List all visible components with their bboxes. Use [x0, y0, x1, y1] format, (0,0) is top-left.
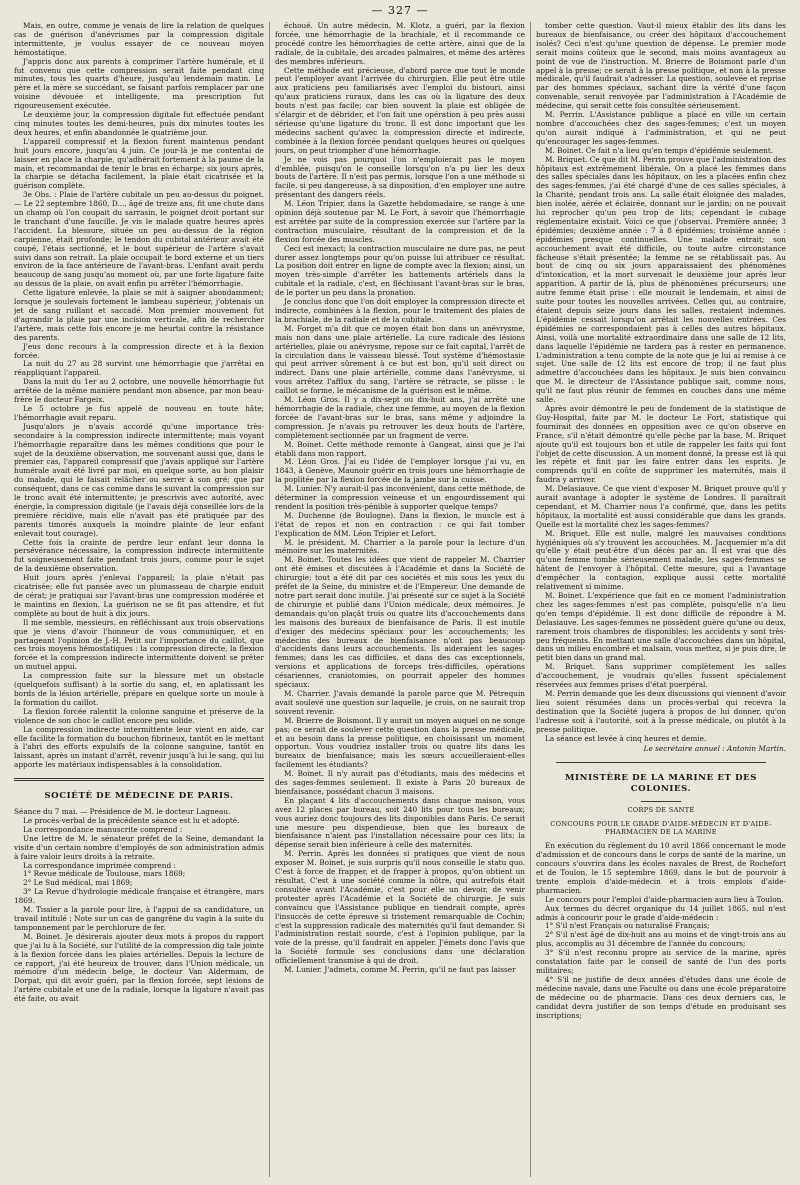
column-right	[536, 22, 786, 1177]
paragraph: La correspondance manuscrite comprend :	[23, 824, 183, 834]
paragraph: M. Lunier. J'admets, comme M. Perrin, qu'il ne faut pas laisser	[284, 965, 516, 975]
paragraph: M. Boinet. Cette méthode remonte à Gangeat, ainsi que je l'ai établi dans mon rapport.	[275, 439, 525, 458]
paragraph: La compression indirecte intermittente leur vient en aide, car elle facilite la formation du bouchon fibrineux, tantôt en le mettant à l'abri des efforts expulsifs de la colonne sanguine, tantôt en laissant, après un instant d'arrêt, revenir jusqu'à lui le sang, qui lui apporte les matériaux indispensables à la consolidation.	[14, 724, 264, 770]
paragraph: M. Charrier. J'avais demandé la parole parce que M. Pétrequin avait soulevé une question sur laquelle, je crois, on ne saurait trop souvent revenir.	[275, 688, 525, 716]
ministry-section-title: MINISTÈRE DE LA MARINE ET DES COLONIES.	[564, 773, 758, 795]
paragraph: Le concours pour l'emploi d'aide-pharmacien aura lieu à Toulon.	[545, 894, 784, 904]
session-line: Séance du 7 mai. — Présidence de M. le docteur Lagneau.	[14, 807, 231, 817]
paragraph: 4° S'il ne justifie de deux années d'études dans une école de médecine navale, dans une Faculté ou dans une école préparatoire de médecine ou de pharmacie. Dans ces deux derniers cas, le candidat devra justifier de son temps d'étude en produisant ses inscriptions;	[536, 974, 786, 1020]
paragraph: L'appareil compressif et la flexion furent maintenus pendant huit jours encore, jusqu'au 4 juin. Ce jour-là je me contentai de laisser en place la charpie, qu'adhérait fortement à la paume de la main, et recommandai de tenir le bras en écharpe; six jours après, la charpie se détacha facilement, la plaie était cicatrisée et la guérison complète.	[14, 136, 264, 191]
paragraph: Huit jours après j'enlevai l'appareil; la plaie n'était pas cicatrisée; elle fut pansée avec un plumasseau de charpie enduit de cérat; je pratiquai sur l'avant-bras une compression modérée et le maintins en flexion. La guérison ne se fit pas attendre, et fut complète au bout de huit à dix jours.	[14, 573, 264, 618]
society-section-title: SOCIÉTÉ DE MÉDECINE DE PARIS.	[44, 791, 234, 802]
concours-heading: CONCOURS POUR LE GRADE D'AIDE-MÉDECIN ET D'AIDE-PHARMACIEN DE LA MARINE	[550, 820, 772, 837]
paragraph: échoué. Un autre médecin, M. Klotz, a guéri, par la flexion forcée, une hémorrhagie de la brachiale, et il recommande ce procédé contre les hémorrhagies de cette artère, ainsi que de la radiale, de la cubitale, des arcades palmaires, et même des artères des membres inférieurs.	[275, 22, 525, 66]
paragraph: Cette fois la crainte de perdre leur enfant leur donna la persévérance nécessaire, la compression indirecte intermittente fut soigneusement faite pendant trois jours, comme pour le sujet de la deuxième observation.	[14, 537, 264, 574]
paragraph: Le 5 octobre je fus appelé de nouveau en toute hâte; l'hémorrhagie avait reparu.	[14, 403, 264, 422]
paragraph: M. Perrin. L'Assistance publique a placé en ville un certain nombre d'accouchées chez des sages-femmes; c'est un moyen qu'on aurait indiqué à l'administration, et qui ne peut qu'encourager les sages-femmes.	[536, 110, 786, 146]
text-columns	[14, 22, 786, 1177]
paragraph: M. Léon Gros. J'ai eu l'idée de l'employer lorsque j'ai vu, en 1843, à Genève, Maunoir guérir en trois jours une hémorrhagie de la poplitée par la flexion forcée de la jambe sur la cuisse.	[275, 457, 525, 485]
paragraph: La correspondance imprimée comprend :	[23, 860, 176, 870]
paragraph: 1° S'il n'est Français ou naturalisé Français;	[545, 921, 710, 931]
paragraph: M. Boinet. Il n'y aurait pas d'étudiants, mais des médecins et des sages-femmes seulement. Il existe à Paris 20 bureaux de bienfaisance, possédant chacun 3 maisons.	[275, 769, 525, 796]
paragraph: Mais, en outre, comme je venais de lire la relation de quelques cas de guérison d'anévrismes par la compression digitale intermittente, je voulus essayer de ce nouveau moyen hémostatique.	[14, 22, 264, 57]
column-middle	[275, 22, 525, 1177]
paragraph: M. Perrin. Après les données si pratiques que vient de nous exposer M. Boinet, je suis surpris qu'il nous conseille le statu quo. C'est à force de frapper, et de frapper à propos, qu'on obtient un résultat. C'est à une société comme la nôtre, qui autrefois était consultée avant l'Académie, c'est pour elle un devoir, de venir protester après l'Académie et la Société de chirurgie. Je suis convaincu que l'Assistance publique en tiendrait compte, après l'insuccès de cette épreuve si tristement remarquable de Cochin; c'est la suppression radicale des maternités qu'il faut demander. Si l'administration restait sourde, c'est à l'opinion publique, par la voie de la presse, qu'il faudrait en appeler. J'émets donc l'avis que la Société formule ses conclusions dans une déclaration officiellement transmise à qui de droit.	[275, 849, 525, 966]
paragraph: La séance est levée à cinq heures et demie.	[545, 733, 707, 743]
paragraph: 3e Obs. : Plaie de l'artère cubitale un peu au-dessus du poignet. — Le 22 septembre 1860, D..., âgé de treize ans, fit une chute dans un champ où l'on coupait du sarrasin, le poignet droit portant sur le tranchant d'une faucille. Je vis le malade quatre heures après l'accident. La blessure, située un peu au-dessus de la région carpienne, était profonde; le tendon du cubital antérieur avait été coupé, l'étais sectionné, et le bout supérieur de l'artère s'avait suivi dans son retrait. La plaie occupait le bord externe et un tiers environ de la face antérieure de l'avant-bras. L'enfant avait perdu beaucoup de sang jusqu'au moment où, par une forte ligature faite au dessus de la plaie, on avait enfin pu arrêter l'hémorrhagie.	[14, 190, 264, 289]
paragraph: Cette méthode est précieuse, d'abord parce que tout le monde peut l'employer avant l'arrivée du chirurgien. Elle peut être utile aux praticiens peu familiarisés avec l'emploi du bistouri, ainsi qu'aux praticiens ruraux, dans les cas où la ligature des deux bouts n'est pas facile; car bien souvent la plaie est obligée de s'élargir et de débrider, et l'on fait une opération à peu près aussi sérieuse qu'une ligature du tronc. Il est donc important que les médecins sachent qu'avec la compression directe et indirecte, combinée à la flexion forcée pendant quelques heures ou quelques jours, on peut triompher d'une hémorrhagie.	[275, 65, 525, 155]
paragraph: 2° Le Sud médical, mai 1869;	[23, 878, 133, 888]
paragraph: M. Forget m'a dit que ce moyen était bon dans un anévrysme, mais non dans une plaie artérielle. La cure radicale des lésions artérielles, plaie ou anévrysme, repose sur ce fait capital, l'arrêt de la circulation dans le vaisseau blessé. Tout système d'hémostasie qui peut arriver sûrement à ce but est bon, qu'il soit direct ou indirect. Dans une plaie artérielle, comme dans l'anévrysme, si vous arrêtez l'afflux du sang, l'artère se rétracte, se plisse : le caillot se forme, le mécanisme de la guérison est le même.	[275, 323, 525, 396]
paragraph: Dans la nuit du 1er au 2 octobre, une nouvelle hémorrhagie fut arrêtée de la même manière pendant mon absence, par mon beau-frère le docteur Fargeix.	[14, 377, 264, 405]
paragraph: M. Briquet. Ce que dit M. Perrin prouve que l'administration des hôpitaux est extrêmement libérale. On a placé les femmes dans des salles spéciales dans les hôpitaux, on les a placées enfin chez des sages-femmes, j'ai été chargé d'une de ces salles spéciales, à la Charité, pendant trois ans. La salle était éloignée des malades, bien isolée, aérée et éclairée, donnant sur le jardin; on ne pouvait lui reprocher qu'un peu trop de lits; cependant le cubage réglementaire existait. Voici ce que j'observai. Première année; 3 épidémies; deuxième année : 7 à 8 épidémies; troisième année : épidémies presque continuelles. Une malade entrait; son accouchement avait été difficile, ou toute autre circonstance fâcheuse s'était présentée; la femme ne se rétablissait pas. Au bout de cinq ou six jours apparaissaient des phénomènes d'intoxication, et la mort survenait le deuxième jour après leur apparition. A partir de là, plus de phénomènes précurseurs; une autre femme était prise : elle mourait le lendemain, et ainsi de suite pour toutes les nouvelles arrivées. Celles qui, au contraire, étaient depuis seize jours dans les salles, restaient indemnes. L'épidémie cessait lorsqu'on arrêtait les nouvelles entrées. Ces épidémies ne correspondaient pas à celles des autres hôpitaux. Ainsi, voilà une mortalité extraordinaire dans une salle de 12 lits, dans laquelle l'épidémie ne tardera pas à rester en permanence. L'administration a tenu compte de la note que je lui ai remise à ce sujet. Une salle de 12 lits est encore de trop; il ne faut plus admettre d'accouchées dans les hôpitaux. Je suis bien convaincu que M. le directeur de l'Assistance publique sait, comme nous, qu'il ne faut plus réunir de femmes en couches dans une même salle.	[536, 154, 786, 405]
paragraph: M. Briquet. Elle est nulle, malgré les mauvaises conditions hygiéniques où s'y trouvent les accouchées. M. Jacquemier m'a dit qu'elle y était peut-être d'un décès par an. Il est vrai que dès qu'une femme tombe sérieusement malade, les sages-femmes se hâtent de l'envoyer à l'hôpital. Cette mesure, qui a l'avantage d'empêcher la contagion, explique aussi cette mortalité relativement si minime.	[536, 528, 786, 592]
paragraph: tomber cette question. Vaut-il mieux établir des lits dans les bureaux de bienfaisance, ou créer des hôpitaux d'accouchement isolés? Ceci n'est qu'une question de dépense. Le premier mode serait moins coûteux que le second, mais moins avantageux au point de vue de l'instruction. M. Brierre de Boismont parle d'un appel à la presse; ce serait à la presse politique, et non à la presse médicale, qu'il faudrait s'adresser. La question, soulevée et reprise par des hommes spéciaux, sachant dire la vérité d'une façon convenable, serait renvoyée par l'administration à l'Académie de médecine, qui serait cette fois consultée sérieusement.	[536, 22, 786, 111]
column-divider	[530, 22, 531, 1177]
section-divider	[556, 762, 766, 763]
paragraph: M. Boinet. Je désirerais ajouter deux mots à propos du rapport que j'ai lu à la Société, sur l'utilité de la compression dig tale jointe à la flexion forcée dans les plaies artérielles. Depuis la lecture de ce rapport, j'ai été heureux de trouver, dans l'Union médicale, un mémoire d'un médecin belge, le docteur Van Aldermam, de Dorpat, qui dit avoir guéri, par la flexion forcée, sept lésions de l'artère cubitale et une de la radiale, lorsque la ligature n'avait pas été faite, ou avait	[14, 931, 264, 1004]
paragraph: En plaçant 4 lits d'accouchements dans chaque maison, vous avez 12 places par bureau, soit 240 lits pour tous les bureaux; vous auriez donc toujours des lits disponibles dans Paris. Ce serait une mesure peu dispendieuse, bien que les bureaux de bienfaisance n'aient pas l'installation nécessaire pour ces lits; la dépense serait bien inférieure à celle des maternités.	[275, 795, 525, 850]
paragraph: J'appris donc aux parents à comprimer l'artère humérale, et il fut convenu que cette compression serait faite pendant cinq minutes, tous les quarts d'heure, jusqu'au lendemain matin. Le père et la mère se succédant, se faisant parfois remplacer par une voisine dévouée et intelligente, ma prescription fut rigoureusement exécutée.	[14, 56, 264, 111]
page-number: — 327 —	[371, 4, 429, 17]
paragraph: Il me semble, messieurs, en réfléchissant aux trois observations que je viens d'avoir l'honneur de vous communiquer, et en partageant l'opinion de J.-H. Petit sur l'importance du caillot, que ces trois moyens hémostatiques : la compression directe, la flexion forcée et la compression indirecte intermittente doivent se prêter un mutuel appui.	[14, 617, 264, 672]
column-left-body-b	[14, 817, 264, 1004]
paragraph: M. Duchenne (de Boulogne). Dans la flexion, le muscle est à l'état de repos et non en contraction : ce qui fait tomber l'explication de MM. Léon Tripier et Lefort.	[275, 510, 525, 538]
paragraph: Aux termes du décret organique du 14 juillet 1865, nul n'est admis à concourir pour le grade d'aide-médecin :	[536, 903, 786, 922]
column-right-body-b	[536, 842, 786, 1020]
paragraph: M. Delasiauve. Ce que vient d'exposer M. Briquet prouve qu'il y aurait avantage à adopter le système de Londres. Il paraîtrait cependant, et M. Charrier nous l'a confirmé, que, dans les petits hôpitaux, la mortalité est aussi considérable que dans les grands. Quelle est la mortalité chez les sages-femmes?	[536, 484, 786, 529]
paragraph: La flexion forcée ralentit la colonne sanguine et préserve de la violence de son choc le caillot encore peu solide.	[14, 706, 264, 725]
paragraph: En exécution du règlement du 10 avril 1866 concernant le mode d'admission et de concours dans le corps de santé de la marine, un concours s'ouvrira dans les écoles navales de Brest, de Rochefort et de Toulon, le 15 septembre 1869, dans le but de pourvoir à trente emplois d'aide-médecin et à trois emplois d'aide-pharmacien.	[536, 841, 786, 895]
paragraph: Cette ligature enlevée, la plaie se mit à saigner abondamment; lorsque je soulevais fortement le lambeau supérieur, j'obtenais un jet de sang ruillant et saccadé. Mon premier mouvement fut d'agrandir la plaie par une incision verticale, afin de rechercher l'artère, mais cette fois encore je me heurtai contre la résistance des parents.	[14, 288, 264, 342]
column-left-body-a	[14, 22, 264, 770]
paragraph: M. Perrin demande que les deux discussions qui viennent d'avoir lieu soient résumées dans un procès-verbal qui recevra la destination que la Société jugera à propos de lui donner, qu'on l'adresse soit à l'autorité, soit à la presse médicale, ou plutôt à la presse politique.	[536, 688, 786, 734]
paragraph: 3° S'il n'est reconnu propre au service de la marine, après constatation faite par le conseil de santé de l'un des ports militaires;	[536, 948, 786, 975]
paragraph: Le procès-verbal de la précédente séance est lu et adopté.	[23, 816, 240, 826]
paragraph: La nuit du 27 au 28 survint une hémorrhagie que j'arrêtai en réappliquant l'appareil.	[14, 359, 264, 378]
paragraph: M. Boinet. L'expérience que fait en ce moment l'administration chez les sages-femmes n'est pas complète, puisqu'elle n'a lieu qu'en temps d'épidémie. Il est donc difficile de répondre à M. Delasiauve. Les sages-femmes ne possèdent guère qu'une ou deux, rarement trois chambres de disponibles; les accidents y sont très-peu fréquents. En mettant une salle d'accouchées dans un hôpital, dans un milieu encombré et malsain, vous mettez, si je puis dire, le petit bien dans un grand mal.	[536, 591, 786, 663]
section-divider	[14, 778, 264, 781]
paragraph: Je conclus donc que l'on doit employer la compression directe et indirecte, combinées à la flexion, pour le traitement des plaies de la brachiale, de la radiale et de la cubitale.	[275, 297, 525, 324]
paragraph: Le deuxième jour, la compression digitale fut effectuée pendant cinq minutes toutes les demi-heures, puis dix minutes toutes les deux heures, et enfin abandonnée le quatrième jour.	[14, 110, 264, 137]
small-divider	[641, 801, 681, 802]
paragraph: M. Boinet. Ce fait n'a lieu qu'en temps d'épidémie seulement.	[545, 145, 774, 155]
paragraph: Jusqu'alors je n'avais accordé qu'une importance très-secondaire à la compression indirecte intermittente; mais voyant l'hémorrhagie reparaître dans les mêmes conditions que pour le sujet de la deuxième observation, me souvenant aussi que, dans le premier cas, l'appareil compressif que j'avais appliqué sur l'artère humérale avait été livré par moi, en quelque sorte, au bon plaisir du malade, qui le faisait relâcher ou serrer à son gré; que par conséquent, dans ce cas comme dans le suivant la compression sur le tronc avait été intermittente; je prescrivis avec autorité, avec énergie, la compression digitale (je l'avais déjà conseillée lors de la première récidive, mais elle n'avait pas été pratiquée par des parents timorés auxquels la moindre plainte de leur enfant enlevait tout courage).	[14, 421, 264, 538]
paragraph: 3° La Revue d'hydrologie médicale française et étrangère, mars 1869.	[14, 887, 264, 906]
paragraph: M. Léon Gros. Il y a dix-sept ou dix-huit ans, j'ai arrêté une hémorrhagie de la radiale, chez une femme, au moyen de la flexion forcée de l'avant-bras sur le bras, sans même y adjoindre la compression. Je n'avais pu retrouver les deux bouts de l'artère, complètement sectionnée par un fragment de verre.	[275, 395, 525, 440]
paragraph: Je ne vois pas pourquoi l'on n'emploierait pas le moyen d'emblée, puisqu'on le conseille lorsqu'on n'a pu lier les deux bouts de l'artère. Il n'est pas permis, lorsque l'on a une méthode si facile, si peu dangereuse, à sa disposition, d'en employer une autre présentant des dangers réels.	[275, 154, 525, 200]
paragraph: La compression faite sur la blessure met un obstacle (quelquefois suffisant) à la sortie du sang, et, en aplatissant les bords de la lésion artérielle, prépare en quelque sorte un moule à la formation du caillot.	[14, 671, 264, 707]
column-left	[14, 22, 264, 1177]
paragraph: M. le président. M. Charrier a la parole pour la lecture d'un mémoire sur les maternités.	[275, 537, 525, 556]
paragraph: M. Briquet. Sans supprimer complètement les salles d'accouchement, je voudrais qu'elles fussent spécialement réservées aux femmes prises d'état puerpéral.	[536, 662, 786, 690]
paragraph: Ceci est inexact; la contraction musculaire ne dure pas, ne peut durer assez longtemps pour qu'on puisse lui attribuer ce résultat. La position doit entrer en ligne de compte avec la flexion; ainsi, un moyen très-simple d'arrêter les battements artériels dans la cubitale et la radiale, c'est, en fléchissant l'avant-bras sur le bras, de le porter un peu dans la pronation.	[275, 243, 525, 298]
paragraph: M. Brierre de Boismont. Il y aurait un moyen auquel on ne songe pas; ce serait de soulever cette question dans la presse médicale, et au besoin dans la presse politique, en choisissant un moment opportun. Vous voudriez installer trois ou quatre lits dans les bureaux de bienfaisance; mais les sœurs accueilleraient-elles facilement les étudiants?	[275, 715, 525, 770]
paragraph: M. Tissier a la parole pour lire, à l'appui de sa candidature, un travail intitulé : Note sur un cas de gangrène du vagin à la suite du tamponnement par le perchlorure de fer.	[14, 905, 264, 932]
column-right-body-a	[536, 22, 786, 743]
paragraph: 2° S'il n'est âgé de dix-huit ans au moins et de vingt-trois ans au plus, accomplis au 31 décembre de l'année du concours;	[536, 930, 786, 949]
paragraph: 1° Revue médicale de Toulouse, mars 1869;	[23, 869, 186, 879]
paragraph: J'eus donc recours à la compression directe et à la flexion forcée.	[14, 341, 264, 360]
paragraph: M. Lunier. N'y aurait-il pas inconvénient, dans cette méthode, de déterminer la compression veineuse et un engourdissement qui rendent la position très-pénible à supporter quelque temps?	[275, 484, 525, 511]
paragraph: M. Boinet. Toutes les idées que vient de rappeler M. Charrier ont été émises et discutées à l'Académie et dans la Société de chirurgie; tout a été dit par ces sociétés et mis sous les yeux du préfet de la Seine, du ministre et de l'Empereur. Une demande de notre part serait donc inutile. J'ai présenté sur ce sujet à la Société de chirurgie et publié dans l'Union médicale, deux mémoires. Je demandais qu'on plaçât trois ou quatre lits d'accouchements dans les maisons des bureaux de bienfaisance de Paris. Il est inutile d'exiger des médecins spéciaux pour les accouchements; les médecins des bureaux de bienfaisance n'ont pas beaucoup d'accidents dans leurs accouchements. Ils aideraient les sages-femmes; dans les cas difficiles, et dans des cas exceptionnels, versions et applications de forceps très-difficiles, opérations césariennes, craniotomies, on pourrait appeler des hommes spéciaux.	[275, 555, 525, 690]
paragraph: Une lettre de M. le sénateur préfet de la Seine, demandant la visite d'un certain nombre d'employés de son administration admis à faire valoir leurs droits à la retraite.	[14, 833, 264, 861]
corps-subtitle: CORPS DE SANTÉ	[627, 806, 695, 815]
paragraph: M. Léon Tripier, dans la Gazette hebdomadaire, se range à une opinion déjà soutenue par M. Le Fort, à savoir que l'hémorrhagie est arrêtée par suite de la compression exercée sur l'artère par la contraction musculaire, résultant de la compression et de la flexion forcée des muscles.	[275, 199, 525, 244]
column-divider	[269, 22, 270, 1177]
secretary-signature: Le secrétaire annuel : Antonin Martin.	[643, 744, 786, 754]
paragraph: Après avoir démontré le peu de fondement de la statistique de Guy-Hospital, faite par M. le docteur Le Fort, statistique qui fournirait des données en opposition avec ce qu'on observe en France, s'il n'était démontré qu'elle pèche par la base, M. Briquet ajoute qu'il est toujours bon et utile de rappeler les faits qui font l'objet de cette discussion. A un moment donné, la presse est là qui les répète et finit par les faire entrer dans les esprits. Je comprends qu'il en coûte de supprimer les maternités, mais il faudra y arriver.	[536, 403, 786, 485]
column-middle-body	[275, 22, 525, 975]
